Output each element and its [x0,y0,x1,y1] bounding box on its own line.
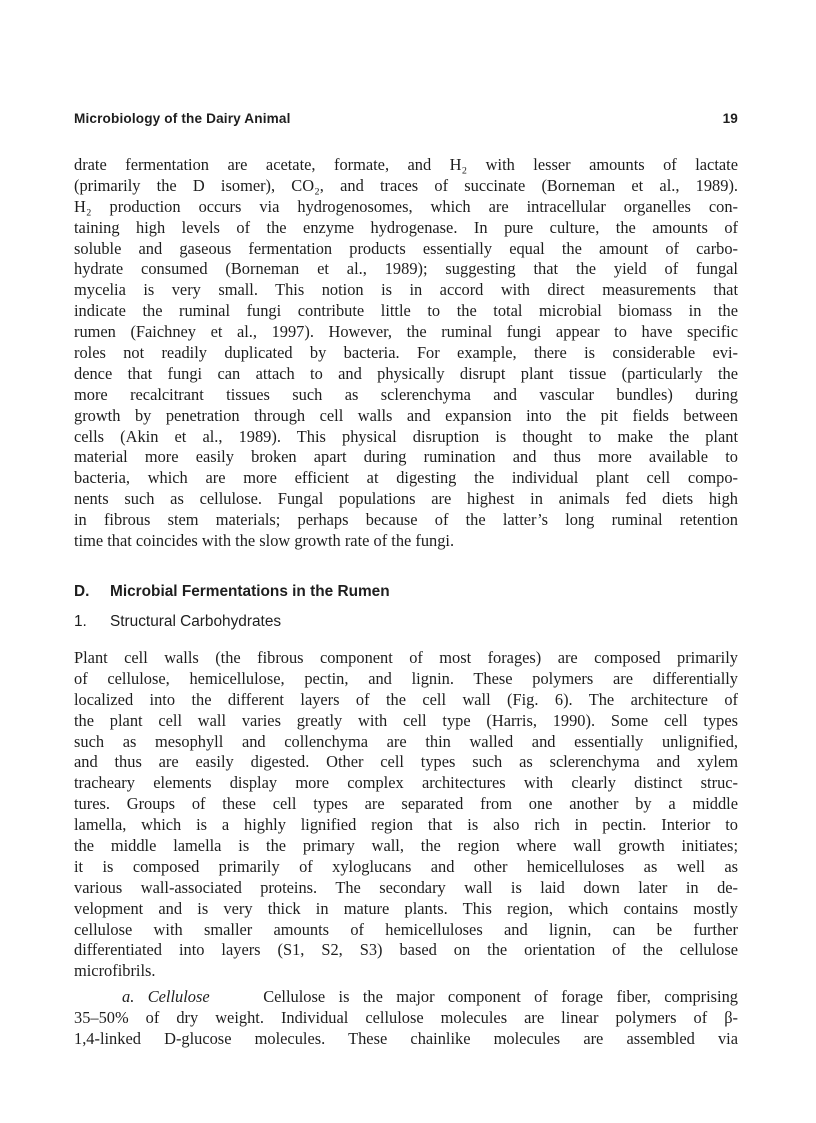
text-line: nents such as cellulose. Fungal populations are highest in animals fed diets high [74,489,738,509]
paragraph-cell-walls [74,648,738,982]
text-line: H₂ production occurs via hydrogenosomes, which are intracellular organelles con- [74,196,738,216]
text-line: soluble and gaseous fermentation products essentially equal the amount of carbo- [74,238,738,258]
text-line: roles not readily duplicated by bacteria. For example, there is considerable evi- [74,343,738,363]
text-line: 35–50% of dry weight. Individual cellulose molecules are linear polymers of β- [74,1007,738,1027]
text-line: taining high levels of the enzyme hydrogenase. In pure culture, the amounts of [74,217,738,237]
section-heading-label: D. [74,583,90,600]
section-heading-text: Microbial Fermentations in the Rumen [110,583,390,600]
text-line: tracheary elements display more complex architectures with clearly distinct struc- [74,773,738,793]
text-fragment: Cellulose is the major component of forage fiber, comprising [263,987,738,1006]
subsection-heading [74,613,281,631]
text-line: time that coincides with the slow growth rate of the fungi. [74,531,455,551]
text-line: hydrate consumed (Borneman et al., 1989); suggesting that the yield of fungal [74,259,738,279]
text-line: growth by penetration through cell walls and expansion into the pit fields between [74,405,738,425]
run-in-heading: a. Cellulose [122,987,210,1006]
text-line [74,987,738,1008]
text-line: the plant cell wall varies greatly with cell type (Harris, 1990). Some cell types [74,710,738,730]
paragraph-fungi-fermentation [74,155,738,552]
text-line: 1,4-linked D-glucose molecules. These chainlike molecules are assembled via [74,1028,738,1048]
text-line: cells (Akin et al., 1989). This physical disruption is thought to make the plant [74,426,738,446]
text-line: tures. Groups of these cell types are separated from one another by a middle [74,794,738,814]
text-line: velopment and is very thick in mature plants. This region, which contains mostly [74,898,738,918]
text-line: cellulose with smaller amounts of hemicelluloses and lignin, can be further [74,919,738,939]
text-line: microfibrils. [74,961,156,981]
text-line: (primarily the D isomer), CO₂, and traces of succinate (Borneman et al., 1989). [74,175,738,195]
text-line: and thus are easily digested. Other cell types such as sclerenchyma and xylem [74,752,738,772]
text-line: Plant cell walls (the fibrous component of most forages) are composed primarily [74,648,738,667]
text-line: lamella, which is a highly lignified region that is also rich in pectin. Interior to [74,815,738,835]
text-line: more recalcitrant tissues such as sclerenchyma and vascular bundles) during [74,384,738,404]
subsection-heading-label: 1. [74,613,87,630]
paragraph-cellulose [74,987,738,1050]
text-line: localized into the different layers of the cell wall (Fig. 6). The architecture of [74,689,738,709]
text-line: of cellulose, hemicellulose, pectin, and lignin. These polymers are differentially [74,668,738,688]
text-line: the middle lamella is the primary wall, the region where wall growth initiates; [74,836,738,856]
text-line: such as mesophyll and collenchyma are thin walled and essentially unlignified, [74,731,738,751]
text-line: mycelia is very small. This notion is in accord with direct measurements that [74,280,738,300]
subsection-heading-text: Structural Carbohydrates [110,613,282,630]
text-line: dence that fungi can attach to and physically disrupt plant tissue (particularly the [74,363,738,383]
text-line: indicate the ruminal fungi contribute little to the total microbial biomass in the [74,301,738,321]
running-head [74,111,738,131]
text-line: it is composed primarily of xyloglucans and other hemicelluloses as well as [74,856,738,876]
text-line: material more easily broken apart during rumination and thus more available to [74,447,738,467]
text-line: differentiated into layers (S1, S2, S3) based on the orientation of the cellulose [74,940,738,960]
section-heading [74,583,390,601]
text-line: rumen (Faichney et al., 1997). However, the ruminal fungi appear to have specific [74,322,738,342]
text-line: drate fermentation are acetate, formate, and H₂ with lesser amounts of lactate [74,155,738,174]
text-line: bacteria, which are more efficient at digesting the individual plant cell compo- [74,468,738,488]
text-line: various wall-associated proteins. The secondary wall is laid down later in de- [74,877,738,897]
page-number: 19 [722,111,738,126]
text-line: in fibrous stem materials; perhaps because of the latter’s long ruminal retention [74,510,738,530]
running-head-title: Microbiology of the Dairy Animal [74,111,291,126]
